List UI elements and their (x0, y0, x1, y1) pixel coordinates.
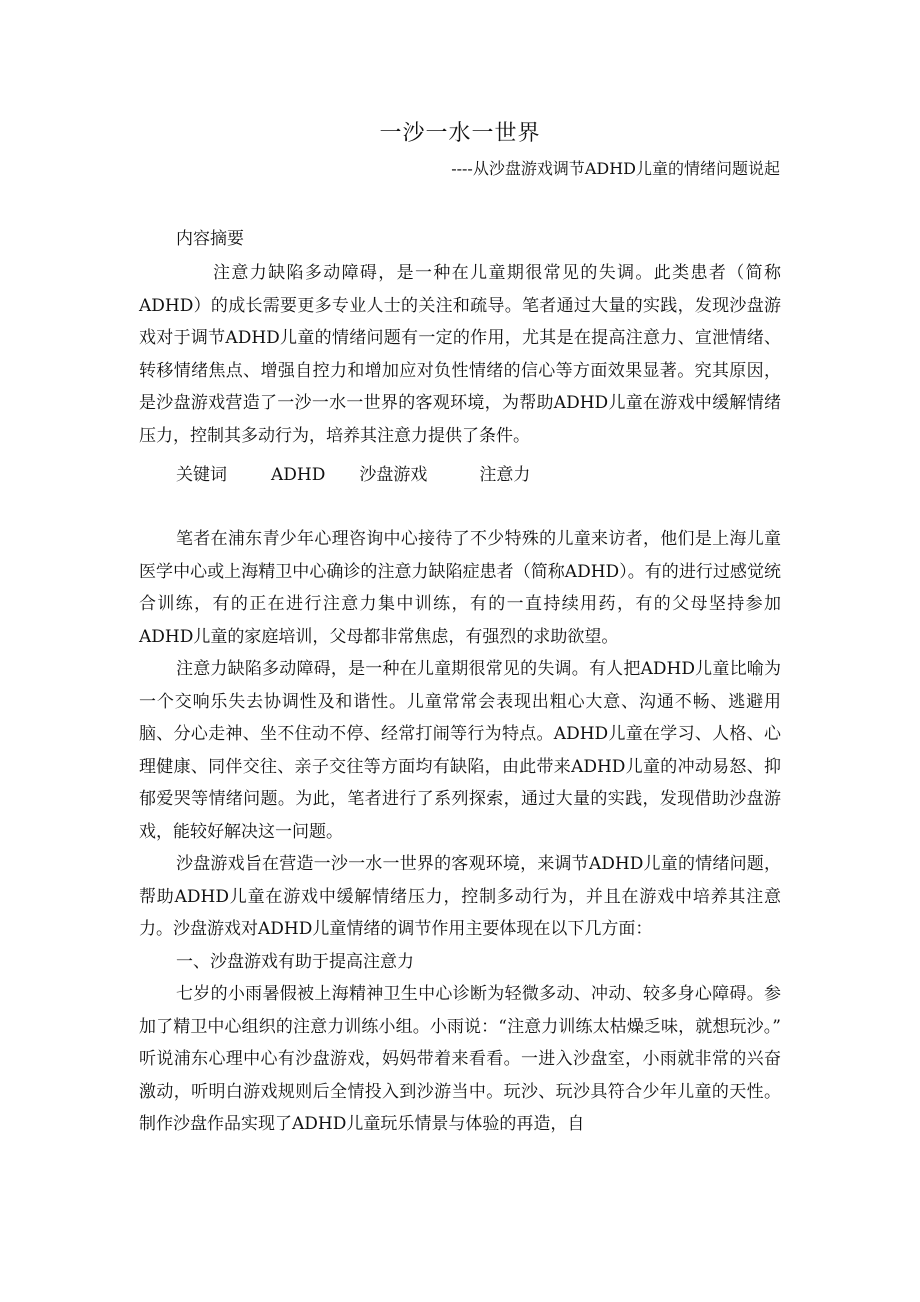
document-body (139, 523, 781, 1141)
keyword-item: 注意力 (479, 465, 531, 485)
body-paragraph: 笔者在浦东青少年心理咨询中心接待了不少特殊的儿童来访者，他们是上海儿童医学中心或上海精卫中心确诊的注意力缺陷症患者（简称ADHD）。有的进行过感觉统合训练，有的正在进行注意力集中训练，有的一直持续用药，有的父母坚持参加ADHD儿童的家庭培训，父母都非常焦虑，有强烈的求助欲望。 (139, 529, 781, 647)
section-heading: 一、沙盘游戏有助于提高注意力 (176, 951, 414, 972)
body-paragraph: 七岁的小雨暑假被上海精神卫生中心诊断为轻微多动、冲动、较多身心障碍。参加了精卫中心组织的注意力训练小组。小雨说：“注意力训练太枯燥乏味，就想玩沙。” 听说浦东心理中心有沙盘游戏，妈妈带着来看看。一进入沙盘室，小雨就非常的兴奋激动，听明白游戏规则后全情投入到沙游当中。玩沙、玩沙具符合少年儿童的天性。制作沙盘作品实现了ADHD儿童玩乐情景与体验的再造，自 (139, 984, 781, 1134)
abstract-heading: 内容摘要 (176, 229, 244, 249)
abstract-text: 注意力缺陷多动障碍，是一种在儿童期很常见的失调。此类患者（简称ADHD）的成长需要更多专业人士的关注和疏导。笔者通过大量的实践，发现沙盘游戏对于调节ADHD儿童的情绪问题有一定的作用，尤其是在提高注意力、宣泄情绪、转移情绪焦点、增强自控力和增加应对负性情绪的信心等方面效果显著。究其原因，是沙盘游戏营造了一沙一水一世界的客观环境，为帮助ADHD儿童在游戏中缓解情绪压力，控制其多动行为，培养其注意力提供了条件。 (139, 263, 781, 446)
keywords-label: 关键词 (176, 465, 227, 485)
keyword-item: 沙盘游戏 (359, 465, 428, 485)
document-title: 一沙一水一世界 (379, 121, 541, 146)
document-subtitle: ----从沙盘游戏调节ADHD儿童的情绪问题说起 (451, 159, 780, 178)
body-paragraph: 沙盘游戏旨在营造一沙一水一世界的客观环境，来调节ADHD儿童的情绪问题，帮助ADHD儿童在游戏中缓解情绪压力，控制多动行为，并且在游戏中培养其注意力。沙盘游戏对ADHD儿童情绪的调节作用主要体现在以下几方面： (139, 854, 781, 939)
keyword-item: ADHD (271, 465, 326, 485)
keywords-line (176, 460, 530, 485)
body-paragraph: 注意力缺陷多动障碍，是一种在儿童期很常见的失调。有人把ADHD儿童比喻为一个交响乐失去协调性及和谐性。儿童常常会表现出粗心大意、沟通不畅、逃避用脑、分心走神、坐不住动不停、经常打闹等行为特点。ADHD儿童在学习、人格、心理健康、同伴交往、亲子交往等方面均有缺陷，由此带来ADHD儿童的冲动易怒、抑郁爱哭等情绪问题。为此，笔者进行了系列探索，通过大量的实践，发现借助沙盘游戏，能较好解决这一问题。 (139, 659, 781, 842)
